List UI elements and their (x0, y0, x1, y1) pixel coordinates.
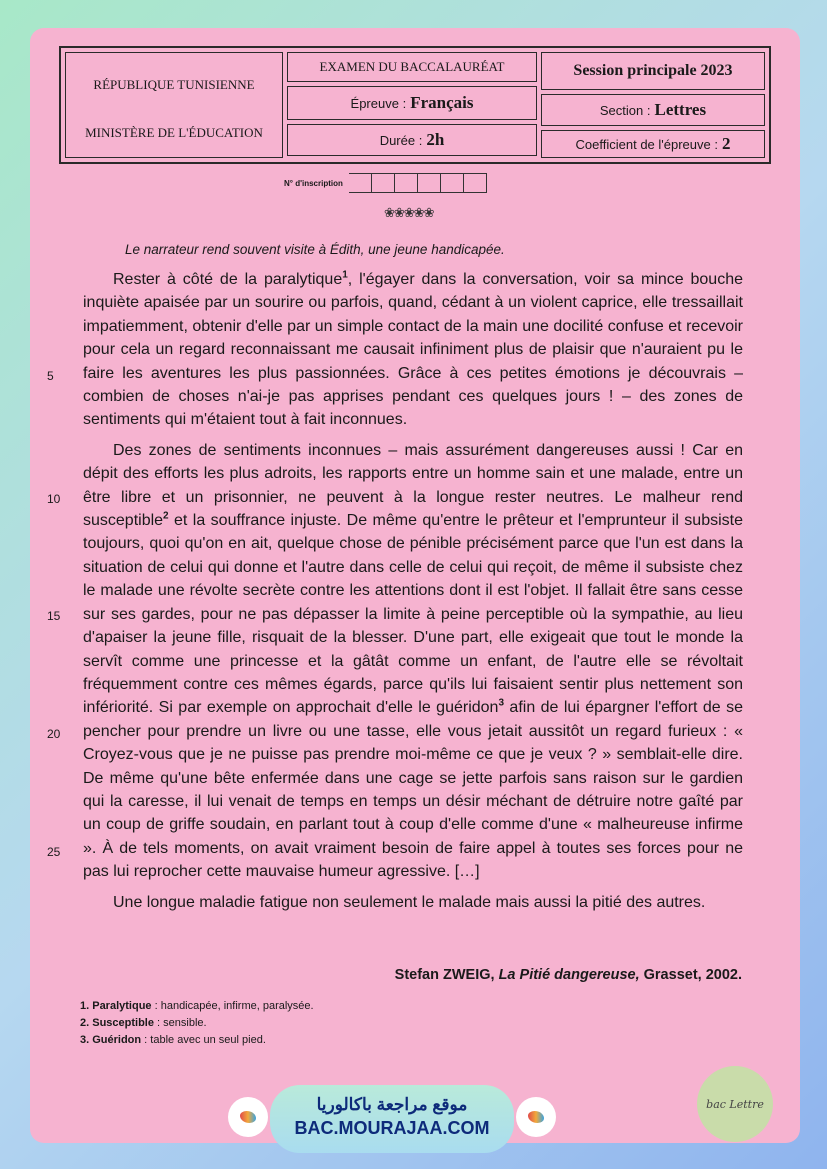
site-url[interactable]: BAC.MOURAJAA.COM (294, 1118, 490, 1138)
line-number: 5 (47, 369, 54, 383)
footnote-ref-3: 3 (498, 697, 505, 709)
paragraph-1: Rester à côté de la paralytique$^1$, l'égayer dans la conversation, voir sa mince bouche inquiète apaisée par un sourire ou parfois, quand, cédant à un violent caprice, elle tressaillait impatiemment, obtenir d'elle par un simple contact de la main une docilité confuse et recevoir pour cela un regard reconnaissant me causait infiniment plus de plaisir que n'auraient pu le faire les aventures les plus passionnées. Grâce à ces petites émotions je découvrais – combien de choses n'ai-je pas apprises pendant ces quelques jours ! – des zones de sentiments qui m'étaient tout à fait inconnues. (83, 269, 744, 429)
inscription-box[interactable] (441, 173, 464, 193)
coef-label: Coefficient de l'épreuve : (575, 136, 718, 152)
footnote: 3. Guéridon : table avec un seul pied. (80, 1034, 266, 1046)
footnote: 1. Paralytique : handicapée, infirme, paralysée. (80, 1000, 314, 1012)
paragraph-2: Des zones de sentiments inconnues – mais assurément dangereuses aussi ! Car en dépit des efforts les plus adroits, les rapports entre un homme sain et une malade, entre un être libre et un prisonnier, ne peuvent à la longue rester neutres. Le malheur rend susceptible$^2$ et la souffrance injuste. De même qu'entre le prêteur et l'emprunteur il subsiste toujours, quoi qu'on en ait, quelque chose de pénible précisément parce que l'un est dans la situation de celui qui donne et l'autre dans celle de celui qui reçoit, de même il subsiste chez le malade une révolte secrète contre les attentions dont il est l'objet. Il fallait être sans cesse sur ses gardes, pour ne pas dépasser la limite à peine perceptible où la sympathie, au lieu d'apaiser la jeune fille, risquait de la blesser. D'une part, elle exigeait que tout le monde la servît comme une princesse et la gâtât comme un enfant, de l'autre elle se révoltait fréquemment contre ces mêmes égards, parce qu'ils lui faisaient sentir plus nettement son infériorité. Si par exemple on approchait d'elle le guéridon$^3$ afin de lui épargner l'effort de se pencher pour prendre un livre ou une tasse, elle vous jetait aussitôt un regard furieux : « Croyez-vous que je ne puisse pas prendre moi-même ce que je veux ? » semblait-elle dire. De même qu'une bête enfermée dans une cage se jette parfois sans raison sur le gardien qui la caresse, il lui venait de temps en temps un désir méchant de détruire notre gaîté par un coup de griffe soudain, en parlant tout à coup d'elle comme d'une « malheureuse infirme ». À de tels moments, on avait vraiment besoin de faire appel à toutes ses forces pour ne pas lui reprocher cette mauvaise humeur agressive. […] (83, 441, 743, 881)
site-banner[interactable] (270, 1085, 514, 1153)
bac-lettre-badge: bac Lettre (697, 1066, 773, 1142)
epreuve-cell (287, 86, 537, 120)
site-logo-icon (516, 1097, 556, 1137)
footnote: 2. Susceptible : sensible. (80, 1017, 207, 1029)
footnotes (80, 998, 314, 1049)
flower-ornament-icon: ❀❀❀❀❀ (384, 205, 434, 220)
section-cell (541, 94, 765, 126)
section-value: Lettres (654, 100, 707, 119)
paragraph-3: Une longue maladie fatigue non seulement le malade mais aussi la pitié des autres. (113, 893, 706, 911)
site-arabic-name: موقع مراجعة باكالوريا (316, 1095, 468, 1114)
site-logo-icon (228, 1097, 268, 1137)
coef-cell (541, 130, 765, 158)
duree-label: Durée : (379, 132, 423, 148)
inscription-box[interactable] (464, 173, 487, 193)
inscription-box[interactable] (349, 173, 372, 193)
footnote-ref-2: 2 (163, 510, 169, 522)
section-label: Section : (599, 102, 651, 118)
exam-sheet (30, 28, 800, 1143)
inscription-box[interactable] (395, 173, 418, 193)
coef-value: 2 (721, 134, 731, 153)
source-title: La Pitié dangereuse, (498, 967, 640, 983)
duree-cell (287, 124, 537, 156)
inscription-box[interactable] (372, 173, 395, 193)
line-number: 20 (47, 727, 61, 741)
exam-title: EXAMEN DU BACCALAURÉAT (287, 52, 537, 82)
intro-sentence: Le narrateur rend souvent visite à Édith, une jeune handicapée. (125, 242, 505, 257)
source-publisher: Grasset, 2002. (639, 967, 742, 983)
header-table (59, 46, 771, 164)
ministry-label: MINISTÈRE DE L'ÉDUCATION (85, 125, 263, 140)
source-author: Stefan ZWEIG, (394, 967, 499, 983)
passage (83, 268, 743, 921)
inscription-box[interactable] (418, 173, 441, 193)
epreuve-value: Français (410, 93, 474, 112)
inscription-label: N° d'inscription (284, 178, 343, 188)
line-number: 25 (47, 845, 61, 859)
inscription-field (284, 173, 487, 193)
line-number: 10 (47, 492, 61, 506)
source-citation (395, 967, 742, 983)
session-label: Session principale 2023 (541, 52, 765, 90)
epreuve-label: Épreuve : (350, 95, 407, 111)
header-left-cell (65, 52, 283, 158)
line-number: 15 (47, 609, 61, 623)
republic-label: RÉPUBLIQUE TUNISIENNE (93, 77, 255, 92)
footnote-ref-1: 1 (342, 269, 348, 281)
duree-value: 2h (426, 130, 445, 149)
